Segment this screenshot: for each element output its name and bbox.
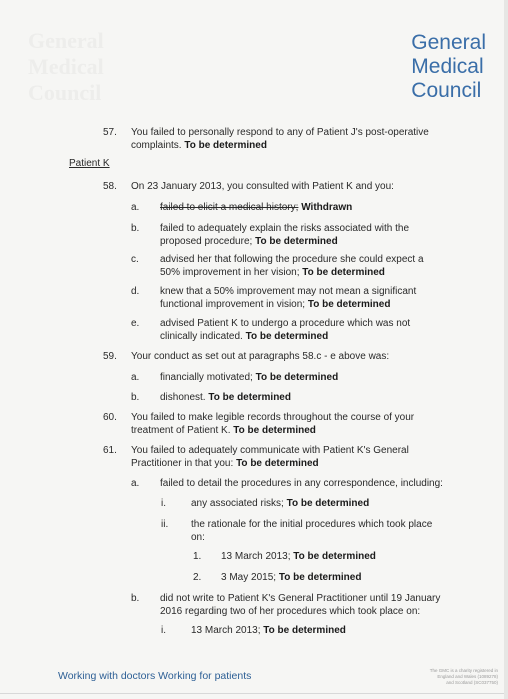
text-line: and Scotland (SC037750) <box>446 680 498 685</box>
status-label: To be determined <box>255 372 339 383</box>
paragraph-number: 59. <box>103 351 117 362</box>
paragraph-58c <box>160 253 450 279</box>
status-label: To be determined <box>293 551 376 562</box>
sub-numeral: i. <box>161 498 166 509</box>
text-line: proposed procedure; To be determined <box>160 236 338 247</box>
paragraph-number: 61. <box>103 445 117 456</box>
paragraph-58b <box>160 222 450 248</box>
sub-letter: e. <box>131 318 140 329</box>
paragraph-58d <box>160 285 450 311</box>
paragraph-number: 57. <box>103 127 117 138</box>
status-label: To be determined <box>233 425 316 436</box>
text-line: You failed to personally respond to any of Patient J's post-operative <box>131 127 429 138</box>
text-line: 50% improvement in her vision; To be determined <box>160 267 385 278</box>
status-label: To be determined <box>307 299 391 310</box>
paragraph-number: 60. <box>103 412 117 423</box>
text-line: treatment of Patient K. To be determined <box>131 425 316 436</box>
paragraph-61a: failed to detail the procedures in any correspondence, including: <box>160 478 443 489</box>
text-line: functional improvement in vision; To be determined <box>160 299 391 310</box>
sub-letter: a. <box>131 372 140 383</box>
text-line: You failed to adequately communicate with Patient K's General <box>131 445 409 456</box>
watermark-logo-bleed <box>28 28 104 106</box>
footer-charity-note <box>402 668 498 686</box>
status-label: To be determined <box>278 572 362 583</box>
sub-letter: b. <box>131 223 140 234</box>
status-label: To be determined <box>255 236 338 247</box>
sub-letter: b. <box>131 392 140 403</box>
sub-number: 1. <box>193 551 202 562</box>
sub-numeral: ii. <box>161 519 169 530</box>
struck-text: failed to elicit a medical history; <box>160 202 299 213</box>
status-label: To be determined <box>245 331 329 342</box>
sub-letter: c. <box>131 254 139 265</box>
watermark-line: Council <box>28 80 102 105</box>
paragraph-61a-ii <box>191 518 451 544</box>
status-label: To be determined <box>184 140 267 151</box>
footer-tagline: Working with doctors Working for patients <box>58 670 252 682</box>
status-label: To be determined <box>263 625 346 636</box>
text-line: advised her that following the procedure she could expect a <box>160 254 424 265</box>
scan-edge-shadow <box>504 0 508 699</box>
paragraph-58e <box>160 317 450 343</box>
status-label: To be determined <box>286 498 370 509</box>
paragraph-61 <box>131 444 461 470</box>
watermark-line: Medical <box>28 54 104 79</box>
paragraph-61a-i: any associated risks; To be determined <box>191 498 370 509</box>
paragraph-60 <box>131 411 461 437</box>
text-line: complaints. To be determined <box>131 140 267 151</box>
logo-line-medical: Medical <box>411 55 484 78</box>
footer-divider <box>0 693 508 694</box>
watermark-line: General <box>28 28 104 53</box>
paragraph-57 <box>131 126 461 152</box>
gmc-logo <box>411 31 486 103</box>
paragraph-58: On 23 January 2013, you consulted with Patient K and you: <box>131 181 394 192</box>
text-line: Practitioner in that you: To be determined <box>131 458 319 469</box>
status-label: To be determined <box>208 392 291 403</box>
paragraph-61a-ii-2: 3 May 2015; To be determined <box>221 572 362 583</box>
status-label: Withdrawn <box>301 202 353 213</box>
text-line: The GMC is a charity registered in <box>429 668 498 673</box>
paragraph-61b <box>160 592 450 618</box>
text-line: England and Wales (1089278) <box>437 674 498 679</box>
paragraph-59b: dishonest. To be determined <box>160 392 291 403</box>
text-line: the rationale for the initial procedures which took place <box>191 519 433 530</box>
logo-line-council: Council <box>411 79 482 102</box>
text-line: You failed to make legible records throughout the course of your <box>131 412 415 423</box>
sub-letter: a. <box>131 478 140 489</box>
logo-line-general: General <box>411 31 486 54</box>
paragraph-61b-i: 13 March 2013; To be determined <box>191 625 346 636</box>
paragraph-61a-ii-1: 13 March 2013; To be determined <box>221 551 376 562</box>
status-label: To be determined <box>302 267 385 278</box>
paragraph-59: Your conduct as set out at paragraphs 58.c - e above was: <box>131 351 390 362</box>
sub-letter: d. <box>131 286 140 297</box>
sub-number: 2. <box>193 572 202 583</box>
text-line: failed to adequately explain the risks associated with the <box>160 223 410 234</box>
status-label: To be determined <box>236 458 319 469</box>
text-line: advised Patient K to undergo a procedure which was not <box>160 318 411 329</box>
text-line: 2016 regarding two of her procedures which took place on: <box>160 606 421 617</box>
paragraph-58a <box>160 201 450 214</box>
sub-letter: a. <box>131 202 140 213</box>
sub-numeral: i. <box>161 625 166 636</box>
patient-k-heading: Patient K <box>69 158 110 169</box>
paragraph-number: 58. <box>103 181 117 192</box>
text-line: clinically indicated. To be determined <box>160 331 329 342</box>
sub-letter: b. <box>131 593 140 604</box>
paragraph-59a: financially motivated; To be determined <box>160 372 339 383</box>
text-line: did not write to Patient K's General Practitioner until 19 January <box>160 593 441 604</box>
text-line: on: <box>191 532 205 543</box>
text-line: knew that a 50% improvement may not mean a significant <box>160 286 417 297</box>
